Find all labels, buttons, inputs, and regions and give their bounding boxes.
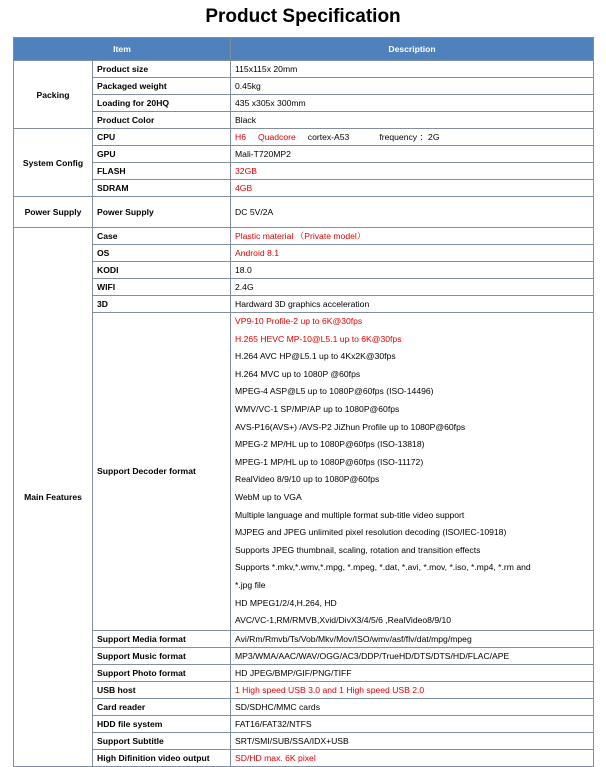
item-value: 1 High speed USB 3.0 and 1 High speed USB 2.0 bbox=[231, 681, 594, 698]
category-power-supply: Power Supply bbox=[14, 197, 93, 228]
spec-table bbox=[13, 37, 594, 767]
item-value: HD JPEG/BMP/GIF/PNG/TIFF bbox=[231, 664, 594, 681]
decoder-line: HD MPEG1/2/4,H.264, HD bbox=[235, 597, 337, 608]
table-row bbox=[14, 732, 594, 749]
table-row bbox=[14, 112, 594, 129]
item-value: 435 x305x 300mm bbox=[231, 95, 594, 112]
item-label: OS bbox=[93, 245, 231, 262]
item-value: 32GB bbox=[231, 163, 594, 180]
item-value: 2.4G bbox=[231, 279, 594, 296]
page-title: Product Specification bbox=[205, 6, 401, 27]
cpu-chip: H6 bbox=[235, 132, 247, 142]
table-header-row bbox=[14, 38, 594, 61]
item-label: Case bbox=[93, 228, 231, 245]
item-value: 115x115x 20mm bbox=[231, 61, 594, 78]
item-value: Black bbox=[231, 112, 594, 129]
item-label: 3D bbox=[93, 296, 231, 313]
decoder-line: *.jpg file bbox=[235, 579, 266, 590]
table-row bbox=[14, 197, 594, 228]
item-value: Android 8.1 bbox=[231, 245, 594, 262]
table-row-decoder bbox=[14, 313, 594, 631]
item-value: Mali-T720MP2 bbox=[231, 146, 594, 163]
item-value: 18.0 bbox=[231, 262, 594, 279]
item-label: Support Subtitle bbox=[93, 732, 231, 749]
table-row bbox=[14, 698, 594, 715]
decoder-line: RealVideo 8/9/10 up to 1080P@60fps bbox=[235, 474, 380, 485]
table-row bbox=[14, 78, 594, 95]
category-system-config: System Config bbox=[14, 129, 93, 197]
table-row bbox=[14, 180, 594, 197]
table-row bbox=[14, 749, 594, 766]
table-row bbox=[14, 681, 594, 698]
table-row bbox=[14, 630, 594, 647]
item-label: KODI bbox=[93, 262, 231, 279]
cpu-arch: cortex-A53 bbox=[307, 132, 350, 142]
decoder-line: AVS-P16(AVS+) /AVS-P2 JiZhun Profile up to 1080P@60fps bbox=[235, 421, 466, 432]
decoder-line: H.265 HEVC MP-10@L5.1 up to 6K@30fps bbox=[235, 333, 402, 344]
decoder-line: MPEG-2 MP/HL up to 1080P@60fps (ISO-13818) bbox=[235, 439, 425, 450]
table-row bbox=[14, 245, 594, 262]
table-row bbox=[14, 279, 594, 296]
decoder-line: WebM up to VGA bbox=[235, 491, 302, 502]
item-label: High Difinition video output bbox=[93, 749, 231, 766]
item-label: WIFI bbox=[93, 279, 231, 296]
table-row bbox=[14, 129, 594, 146]
decoder-list bbox=[231, 313, 594, 631]
item-label: SDRAM bbox=[93, 180, 231, 197]
item-value: SD/HD max. 6K pixel bbox=[231, 749, 594, 766]
table-row bbox=[14, 715, 594, 732]
item-value-cpu bbox=[231, 129, 594, 146]
table-row bbox=[14, 228, 594, 245]
decoder-line: H.264 AVC HP@L5.1 up to 4Kx2K@30fps bbox=[235, 351, 396, 362]
item-label: USB host bbox=[93, 681, 231, 698]
decoder-line: Supports JPEG thumbnail, scaling, rotation and transition effects bbox=[235, 544, 481, 555]
table-row bbox=[14, 647, 594, 664]
item-value: Avi/Rm/Rmvb/Ts/Vob/Mkv/Mov/ISO/wmv/asf/flv/dat/mpg/mpeg bbox=[231, 630, 594, 647]
item-label: Packaged weight bbox=[93, 78, 231, 95]
decoder-line: MPEG-1 MP/HL up to 1080P@60fps (ISO-11172) bbox=[235, 456, 424, 467]
item-label: Support Music format bbox=[93, 647, 231, 664]
table-row bbox=[14, 95, 594, 112]
item-label: FLASH bbox=[93, 163, 231, 180]
cpu-cores: Quadcore bbox=[258, 132, 296, 142]
header-description: Description bbox=[231, 38, 594, 61]
item-label: Product Color bbox=[93, 112, 231, 129]
item-label: Power Supply bbox=[93, 197, 231, 228]
item-value: 0.45kg bbox=[231, 78, 594, 95]
decoder-line: Multiple language and multiple format sub-title video support bbox=[235, 509, 465, 520]
table-row bbox=[14, 262, 594, 279]
item-label: Card reader bbox=[93, 698, 231, 715]
cpu-frequency: frequency ：2G bbox=[379, 132, 440, 142]
item-value: SRT/SMI/SUB/SSA/IDX+USB bbox=[231, 732, 594, 749]
category-main-features: Main Features bbox=[14, 228, 93, 767]
table-row bbox=[14, 664, 594, 681]
item-value: MP3/WMA/AAC/WAV/OGG/AC3/DDP/TrueHD/DTS/DTS/HD/FLAC/APE bbox=[231, 647, 594, 664]
item-label: CPU bbox=[93, 129, 231, 146]
table-row bbox=[14, 61, 594, 78]
item-value: FAT16/FAT32/NTFS bbox=[231, 715, 594, 732]
item-label: Loading for 20HQ bbox=[93, 95, 231, 112]
item-label: Support Decoder format bbox=[93, 313, 231, 631]
table-row bbox=[14, 296, 594, 313]
item-value: DC 5V/2A bbox=[231, 197, 594, 228]
item-label: HDD file system bbox=[93, 715, 231, 732]
decoder-line: MPEG-4 ASP@L5 up to 1080P@60fps (ISO-14496) bbox=[235, 386, 434, 397]
item-label: GPU bbox=[93, 146, 231, 163]
decoder-line: VP9-10 Profile-2 up to 6K@30fps bbox=[235, 316, 363, 326]
decoder-line: H.264 MVC up to 1080P @60fps bbox=[235, 368, 361, 379]
item-label: Support Photo format bbox=[93, 664, 231, 681]
item-label: Support Media format bbox=[93, 630, 231, 647]
item-label: Product size bbox=[93, 61, 231, 78]
decoder-line: MJPEG and JPEG unlimited pixel resolution decoding (ISO/IEC-10918) bbox=[235, 527, 507, 538]
decoder-line: WMV/VC-1 SP/MP/AP up to 1080P@60fps bbox=[235, 403, 400, 414]
category-packing: Packing bbox=[14, 61, 93, 129]
item-value: SD/SDHC/MMC cards bbox=[231, 698, 594, 715]
header-item: Item bbox=[14, 38, 231, 61]
item-value: 4GB bbox=[231, 180, 594, 197]
table-row bbox=[14, 146, 594, 163]
item-value: Hardward 3D graphics acceleration bbox=[231, 296, 594, 313]
decoder-line: Supports *.mkv,*.wmv,*.mpg, *.mpeg, *.dat, *.avi, *.mov, *.iso, *.mp4, *.rm and bbox=[235, 562, 531, 573]
decoder-line: AVC/VC-1,RM/RMVB,Xvid/DivX3/4/5/6 ,RealVideo8/9/10 bbox=[235, 615, 452, 626]
item-value: Plastic material （Private model） bbox=[231, 228, 594, 245]
table-row bbox=[14, 163, 594, 180]
